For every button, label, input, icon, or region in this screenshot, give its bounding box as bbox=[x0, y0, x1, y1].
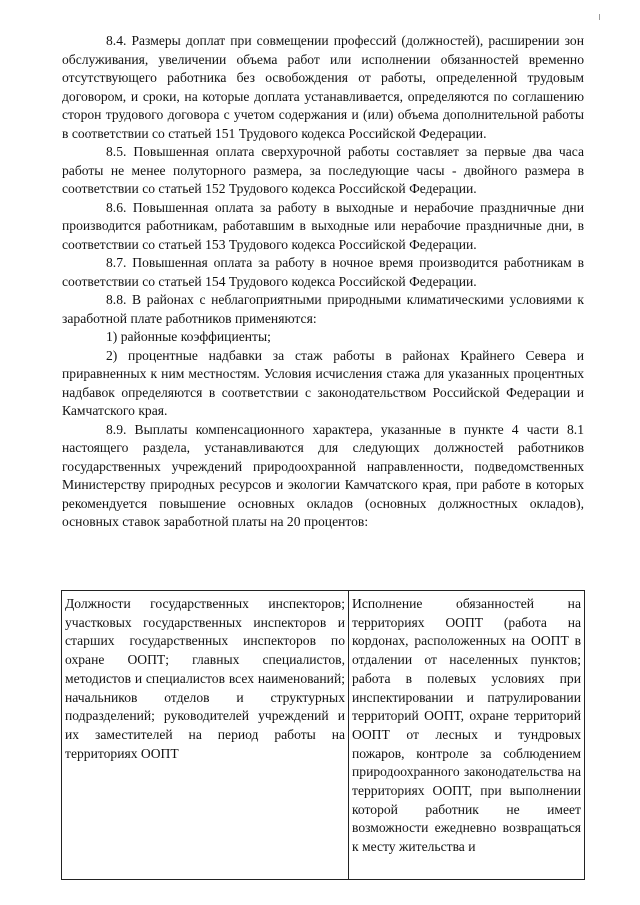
scan-mark bbox=[599, 14, 600, 20]
paragraph-8-7: 8.7. Повышенная оплата за работу в ночное время производится работникам в соответствии со статьей 154 Трудового кодекса Российской Федерации. bbox=[62, 255, 584, 289]
paragraph-8-5: 8.5. Повышенная оплата сверхурочной работы составляет за первые два часа работы не менее полуторного размера, за последующие часы - двойного размера в соответствии со статьей 152 Трудового кодекса Российской Федерации. bbox=[62, 144, 584, 196]
paragraph-8-6: 8.6. Повышенная оплата за работу в выходные и нерабочие праздничные дни производится работникам, работавшим в выходные или нерабочие праздничные дни, в соответствии со статьей 153 Трудового кодекса Российской Федерации. bbox=[62, 199, 584, 252]
table-cell-positions: Должности государственных инспекторов; участковых государственных инспекторов и старших государственных инспекторов по охране ООПТ; главных специалистов, методистов и специалистов всех наименований; начальников отделов и структурных подразделений; руководителей учреждений и их заместителей на период работы на территориях ООПТ bbox=[62, 591, 349, 880]
paragraph-8-4: 8.4. Размеры доплат при совмещении профессий (должностей), расширении зон обслуживания, увеличении объема работ или исполнении обязанностей временно отсутствующего работника без освобождения от работы, определенной трудовым договором, и сроки, на которые доплата устанавливается, определяются по соглашению сторон трудового договора с учетом содержания и (или) объема дополнительной работы в соответствии со статьей 151 Трудового кодекса Российской Федерации. bbox=[62, 33, 584, 141]
paragraph-8-8: 8.8. В районах с неблагоприятными природными климатическими условиями к заработной плате работников применяются: bbox=[62, 292, 584, 326]
table-cell-conditions: Исполнение обязанностей на территориях ООПТ (работа на кордонах, расположенных на ООПТ в отдалении от населенных пунктов; работа в полевых условиях при инспектировании и патрулировании территорий ООПТ, охране территорий ООПТ от лесных и тундровых пожаров, контроле за соблюдением природоохранного законодательства на территориях ООПТ, при выполнении которой работник не имеет возможности ежедневно возвращаться к месту жительства и bbox=[349, 591, 585, 880]
positions-table bbox=[61, 590, 585, 880]
list-item-2: 2) процентные надбавки за стаж работы в районах Крайнего Севера и приравненных к ним местностям. Условия исчисления стажа для указанных процентных надбавок определяются в соответствии с законодательством Российской Федерации и Камчатского края. bbox=[62, 347, 584, 418]
paragraph-8-9: 8.9. Выплаты компенсационного характера, указанные в пункте 4 части 8.1 настоящего раздела, устанавливаются для следующих должностей работников государственных учреждений природоохранной направленности, подведомственных Министерству природных ресурсов и экологии Камчатского края, при работе в которых рекомендуется повышение основных окладов (основных должностных окладов), основных ставок заработной платы на 20 процентов: bbox=[62, 421, 584, 529]
list-item-1: 1) районные коэффициенты; bbox=[106, 329, 271, 344]
table-row bbox=[62, 591, 585, 880]
document-body bbox=[62, 32, 584, 532]
